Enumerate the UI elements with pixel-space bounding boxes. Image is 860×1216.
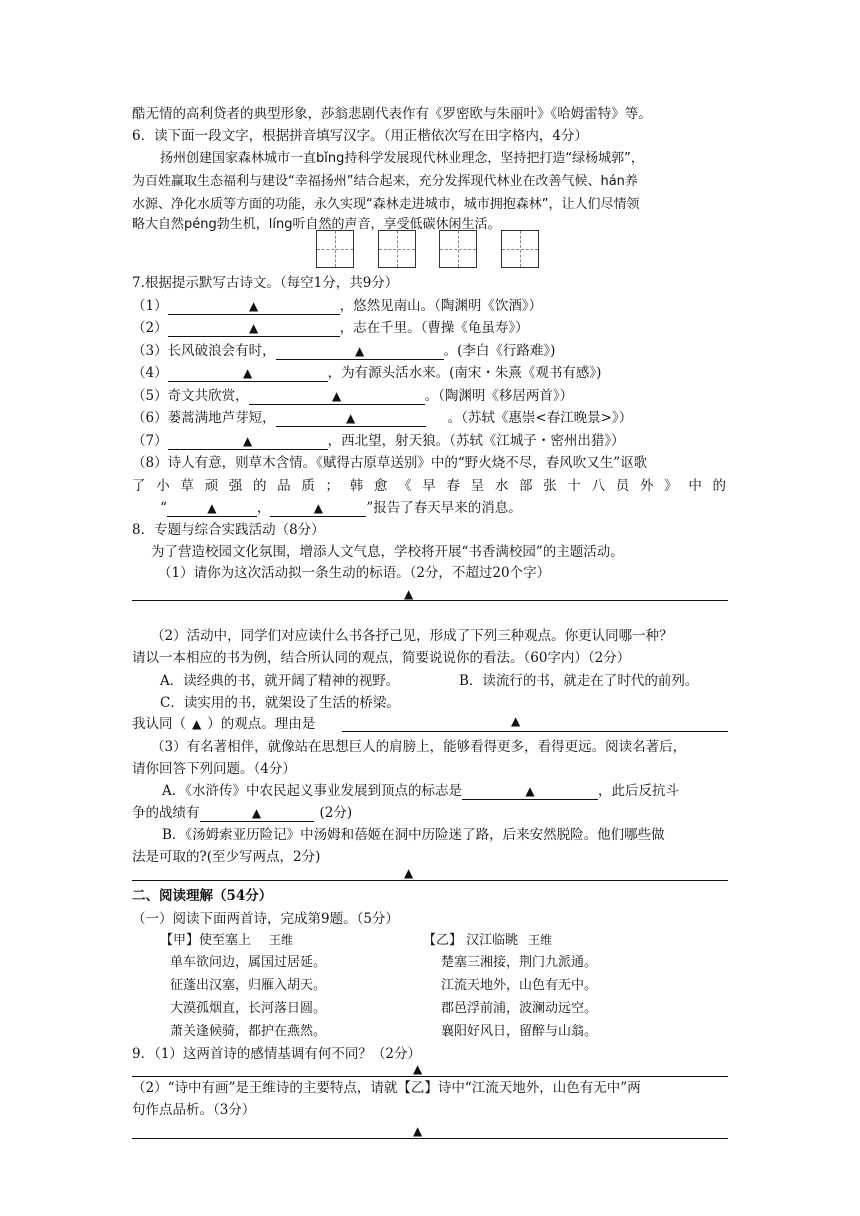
triangle-icon: ▲ — [404, 587, 414, 601]
answer-blank[interactable] — [168, 433, 328, 450]
recite-item — [132, 318, 529, 338]
passage-line: 水源、净化水质等方面的功能，永久实现“森林走进城市，城市拥抱森林”，让人们尽情领 — [132, 197, 640, 212]
poem-b-title — [423, 930, 552, 951]
justified-line — [132, 476, 726, 496]
justified-char: 早 — [422, 478, 436, 494]
answer-line[interactable] — [132, 600, 728, 601]
comma: ， — [256, 500, 271, 516]
triangle-icon: ▲ — [511, 714, 521, 728]
recite-item — [132, 363, 601, 383]
triangle-icon: ▲ — [207, 501, 217, 515]
poem-line: 征蓬出汉塞，归雁入胡天。 — [170, 978, 327, 993]
answer-line[interactable] — [342, 731, 728, 732]
item-number: （2） — [132, 320, 168, 336]
justified-char: 水 — [494, 478, 509, 494]
triangle-icon: ▲ — [404, 866, 414, 880]
triangle-icon: ▲ — [413, 1062, 423, 1076]
triangle-icon: ▲ — [248, 299, 259, 313]
question-9: 9．（1）这两首诗的感情基调有何不同？（2分） — [132, 1046, 422, 1062]
recite-item — [132, 386, 573, 406]
recite-item: （8）诗人有意，则草木含情。《赋得古原草送别》中的“野火烧不尽，春风吹又生”讴歌 — [132, 455, 648, 471]
question-text: 为了营造校园文化氛围，增添人文气息，学校将开展“书香满校园”的主题活动。 — [151, 544, 624, 560]
justified-char: 韩 — [349, 478, 364, 494]
section-heading: 二、阅读理解（54分） — [132, 888, 273, 904]
passage-line: 扬州创建国家森林城市一直bǐng持科学发展现代林业理念，坚持把打造“绿杨城郭”， — [160, 151, 644, 166]
justified-char: 草 — [180, 478, 194, 494]
quote-mark: “ — [160, 500, 167, 516]
justified-char: 了 — [132, 478, 146, 494]
triangle-icon: ▲ — [413, 1124, 423, 1138]
answer-blank[interactable] — [276, 343, 444, 360]
poem-line: 郡邑浮前浦，波澜动远空。 — [441, 1001, 598, 1016]
question-text: （3）有名著相伴，就像站在思想巨人的肩膀上，能够看得更多，看得更远。阅读名著后， — [151, 739, 687, 755]
item-text: 争的战绩有 — [132, 805, 200, 821]
triangle-icon: ▲ — [251, 806, 262, 820]
question-text: （一）阅读下面两首诗，完成第9题。（5分） — [132, 911, 399, 927]
recite-item — [132, 431, 625, 451]
question-text: 句作点品析。（3分） — [132, 1102, 256, 1118]
tian-grid-box[interactable] — [378, 230, 416, 268]
answer-line[interactable] — [132, 1138, 728, 1139]
triangle-icon: ▲ — [331, 389, 342, 403]
justified-char: 张 — [543, 478, 557, 494]
triangle-icon: ▲ — [192, 717, 202, 731]
triangle-icon: ▲ — [525, 784, 535, 798]
justified-char: 强 — [228, 478, 243, 494]
item-text: 。(李白《行路难》) — [443, 343, 556, 359]
item-number: （7） — [132, 433, 168, 449]
answer-line[interactable] — [132, 880, 728, 881]
passage-line: 为百姓赢取生态福利与建设“幸福扬州”结合起来，充分发挥现代林业在改善气候、hán养 — [132, 174, 638, 189]
answer-blank[interactable] — [168, 320, 340, 337]
agree-text: ）的观点。理由是 — [207, 716, 316, 732]
answer-blank[interactable] — [168, 298, 340, 315]
poem-line: 楚塞三湘接，荆门九派通。 — [441, 955, 598, 970]
tian-grid-box[interactable] — [316, 230, 354, 268]
question-text: 请你回答下列问题。（4分） — [132, 761, 296, 777]
item-text: ，西北望，射天狼。（苏轼《江城子・密州出猎》） — [327, 433, 625, 449]
justified-char: 质 — [301, 478, 315, 494]
question-6: 6．读下面一段文字，根据拼音填写汉字。（用正楷依次写在田字格内，4分） — [132, 128, 588, 144]
recite-item — [132, 341, 555, 361]
question-text: （2）“诗中有画”是王维诗的主要特点，请就【乙】诗中“江流天地外，山色有无中”两 — [132, 1080, 641, 1096]
item-text: ，此后反抗斗 — [598, 783, 679, 799]
question-7: 7.根据提示默写古诗文。（每空1分，共9分） — [132, 275, 399, 291]
item-text: (2分) — [319, 805, 353, 821]
question-8: 8．专题与综合实践活动（8分） — [132, 522, 325, 538]
question-text: B．《汤姆索亚历险记》中汤姆和蓓姬在洞中历险迷了路，后来安然脱险。他们哪些做 — [162, 827, 665, 843]
tian-grid-box[interactable] — [439, 230, 477, 268]
answer-line[interactable] — [132, 1076, 728, 1077]
poem-line: 江流天地外，山色有无中。 — [441, 978, 598, 993]
answer-blank[interactable] — [249, 388, 425, 405]
answer-blank[interactable] — [270, 500, 366, 517]
answer-blank[interactable] — [200, 805, 314, 822]
answer-blank[interactable] — [276, 410, 426, 427]
poem-line: 单车欲问边，属国过居延。 — [170, 955, 327, 970]
poem-title: 【甲】使至塞上 — [160, 933, 252, 948]
justified-char: 小 — [156, 478, 170, 494]
item-text: ，悠然见南山。（陶渊明《饮酒》） — [339, 298, 543, 314]
triangle-icon: ▲ — [242, 434, 253, 448]
poem-line: 大漠孤烟直，长河落日圆。 — [170, 1001, 327, 1016]
question-text: （2）活动中，同学们对应读什么书各抒己见，形成了下列三种观点。你更认同哪一种？ — [151, 628, 673, 644]
triangle-icon: ▲ — [242, 366, 253, 380]
justified-char: 十 — [567, 478, 581, 494]
recite-item — [132, 296, 542, 316]
triangle-icon: ▲ — [248, 321, 259, 335]
item-text: ，为有源头活水来。(南宋・朱熹《观书有感》) — [327, 365, 602, 381]
justified-char: ； — [325, 478, 339, 494]
justified-char: 部 — [519, 478, 533, 494]
agree-text: 我认同（ — [132, 716, 186, 732]
justified-char: 《 — [398, 478, 412, 494]
agree-line — [132, 714, 315, 734]
justified-char: 外 — [639, 478, 654, 494]
item-text: A．《水浒传》中农民起义事业发展到顶点的标志是 — [162, 783, 462, 799]
poem-author: 王维 — [528, 933, 553, 947]
answer-blank[interactable] — [168, 365, 328, 382]
item-number: （1） — [132, 298, 168, 314]
triangle-icon: ▲ — [345, 411, 356, 425]
option-c: C．读实用的书，就架设了生活的桥梁。 — [160, 695, 400, 711]
poem-title: 【乙】 汉江临眺 — [423, 933, 519, 948]
triangle-icon: ▲ — [354, 344, 365, 358]
justified-char: 愈 — [373, 478, 388, 494]
question-text: （1）请你为这次活动拟一条生动的标语。（2分，不超过20个字） — [158, 565, 551, 581]
justified-char: 的 — [712, 478, 726, 494]
question-text: 请以一本相应的书为例，结合所认同的观点，简要说说你的看法。（60字内）（2分） — [132, 650, 631, 666]
passage-line: 略大自然péng勃生机，líng听自然的声音，享受低碳休闲生活。 — [132, 217, 501, 232]
recite-item — [132, 408, 632, 428]
item-text: （3）长风破浪会有时， — [132, 343, 276, 359]
answer-blank[interactable] — [462, 783, 598, 800]
poem-author: 王维 — [269, 933, 294, 947]
item-text: ，志在千里。（曹操《龟虽寿》） — [339, 320, 529, 336]
answer-blank[interactable] — [167, 500, 257, 517]
justified-char: 》 — [664, 478, 678, 494]
justified-char: 八 — [591, 478, 606, 494]
justified-char: 呈 — [470, 478, 485, 494]
item-number: （4） — [132, 365, 168, 381]
justified-char: 中 — [688, 478, 702, 494]
question-text — [162, 781, 679, 801]
recite-item — [160, 498, 522, 518]
item-text: 。（苏轼《惠崇<春江晚景>》） — [447, 410, 633, 426]
question-text: 法是可取的?(至少写两点，2分) — [132, 849, 321, 865]
justified-char: 春 — [446, 478, 460, 494]
item-text: 。（陶渊明《移居两首》） — [424, 388, 574, 404]
poem-line: 襄阳好风日，留醉与山翁。 — [441, 1024, 598, 1039]
justified-char: 品 — [277, 478, 291, 494]
option-b: B．读流行的书，就走在了时代的前列。 — [459, 673, 699, 689]
text-line: 酷无情的高利贷者的典型形象，莎翁悲剧代表作有《罗密欧与朱丽叶》《哈姆雷特》等。 — [132, 106, 652, 122]
triangle-icon: ▲ — [313, 501, 324, 515]
justified-char: 顽 — [204, 478, 219, 494]
poem-line: 萧关逢候骑，都护在燕然。 — [170, 1024, 327, 1039]
poem-a-title — [160, 930, 293, 951]
item-text: ”报告了春天早来的消息。 — [366, 500, 522, 516]
item-text: （6）蒌蒿满地芦芽短， — [132, 410, 276, 426]
tian-grid-box[interactable] — [501, 230, 539, 268]
item-text: （5）奇文共欣赏， — [132, 388, 249, 404]
justified-char: 的 — [252, 478, 267, 494]
option-a: A．读经典的书，就开阔了精神的视野。 — [160, 673, 400, 689]
justified-char: 员 — [615, 478, 630, 494]
question-text — [132, 803, 352, 823]
